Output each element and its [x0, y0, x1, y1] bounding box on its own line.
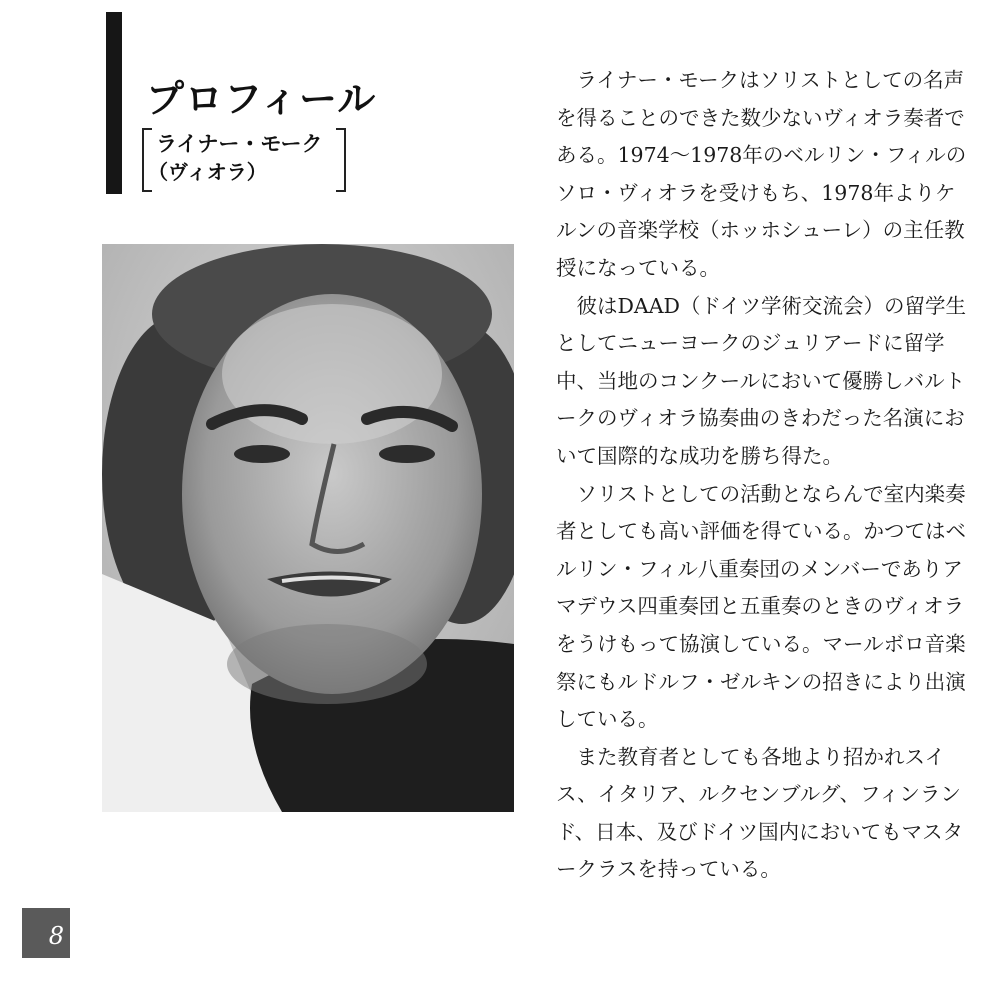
portrait-photo — [102, 244, 514, 812]
header-accent-bar — [106, 12, 122, 194]
page-title: プロフィール — [146, 77, 377, 121]
paragraph-1: ライナー・モークはソリストとしての名声を得ることのできた数少ないヴィオラ奏者である。1974～1978年のベルリン・フィルのソロ・ヴィオラを受けもち、1978年よりケルンの音楽学校（ホッホシューレ）の主任教授になっている。 — [556, 68, 967, 280]
paragraph-2: 彼はDAAD（ドイツ学術交流会）の留学生としてニューヨークのジュリアードに留学中、当地のコンクールにおいて優勝しバルトークのヴィオラ協奏曲のきわだった名演において国際的な成功を勝ち得た。 — [556, 293, 966, 468]
subtitle-block — [142, 128, 346, 190]
performer-role: （ヴィオラ） — [148, 160, 267, 184]
profile-text — [556, 62, 968, 889]
page-number-box — [22, 908, 70, 958]
paragraph-3: ソリストとしての活動とならんで室内楽奏者としても高い評価を得ている。かつてはベルリン・フィル八重奏団のメンバーでありアマデウス四重奏団と五重奏のときのヴィオラをうけもって協演している。マールボロ音楽祭にもルドルフ・ゼルキンの招きにより出演している。 — [556, 481, 966, 732]
page-number: 8 — [48, 922, 64, 950]
performer-name: ライナー・モーク — [156, 132, 323, 156]
right-bracket — [336, 128, 346, 192]
paragraph-4: また教育者としても各地より招かれスイス、イタリア、ルクセンブルグ、フィンランド、日本、及びドイツ国内においてもマスタークラスを持っている。 — [556, 744, 964, 882]
